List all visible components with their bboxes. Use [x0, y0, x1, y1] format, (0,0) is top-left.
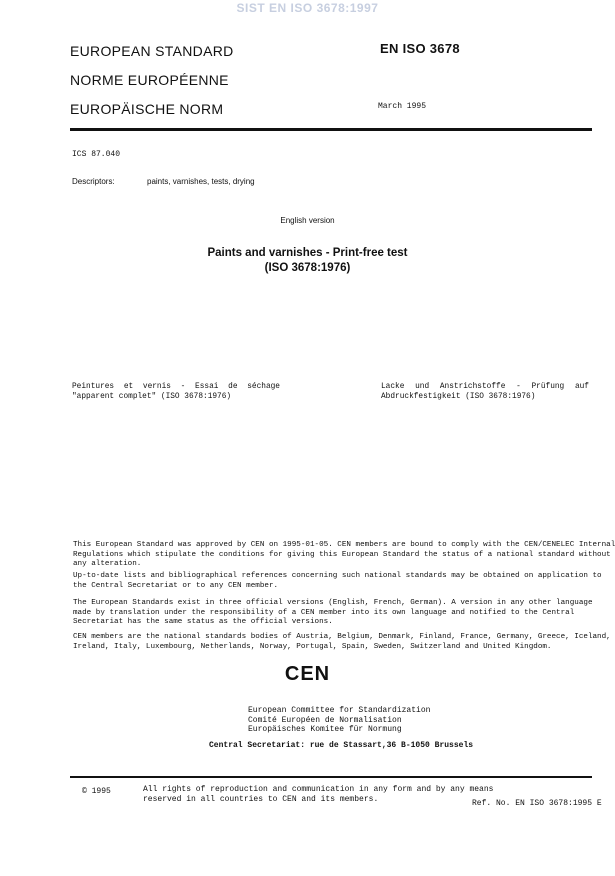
rights-line-2: reserved in all countries to CEN and its members. [143, 794, 379, 804]
footer-rule [70, 776, 592, 778]
document-title-iso: (ISO 3678:1976) [264, 262, 351, 274]
version-label: English version [280, 216, 335, 225]
cen-name-en: European Committee for Standardization [248, 706, 431, 715]
french-title [72, 383, 280, 402]
rights-notice [143, 785, 493, 804]
cen-names [248, 706, 430, 735]
french-title-line1: Peintures et vernis - Essai de séchage [72, 383, 280, 391]
references-line-1: Up-to-date lists and bibliographical references concerning such national standards may be obtained on application to [73, 572, 602, 580]
cen-name-de: Europäisches Komitee für Normung [248, 725, 402, 734]
copyright: © 1995 [82, 787, 111, 796]
reference-number: Ref. No. EN ISO 3678:1995 E [472, 799, 602, 808]
rights-line-1: All rights of reproduction and communication in any form and by any means [143, 785, 494, 794]
references-paragraph [73, 572, 602, 591]
central-secretariat: Central Secretariat: rue de Stassart,36 B-1050 Brussels [209, 741, 474, 750]
descriptors-label: Descriptors: [72, 177, 115, 186]
approval-paragraph [73, 541, 615, 570]
publication-date: March 1995 [378, 102, 427, 111]
german-title-line2: Abdruckfestigkeit (ISO 3678:1976) [381, 392, 536, 401]
ics-code: ICS 87.040 [72, 150, 121, 159]
standard-label-de: EUROPÄISCHE NORM [70, 101, 224, 117]
standard-number: EN ISO 3678 [380, 41, 460, 56]
standard-label-en: EUROPEAN STANDARD [70, 43, 234, 59]
versions-line-1: The European Standards exist in three official versions (English, French, German). A version in any other language [73, 599, 593, 607]
references-line-2: the Central Secretariat or to any CEN member. [73, 581, 279, 590]
german-title [381, 383, 589, 402]
approval-line-2: Regulations which stipulate the conditions for giving this European Standard the status of a national standard without [73, 550, 611, 559]
members-paragraph [73, 633, 611, 652]
versions-paragraph [73, 599, 591, 628]
french-title-line2: "apparent complet" (ISO 3678:1976) [72, 392, 232, 401]
approval-line-3: any alteration. [73, 560, 142, 569]
cen-name-fr: Comité Européen de Normalisation [248, 715, 402, 725]
versions-line-2: made by translation under the responsibility of a CEN member into its own language and notified to the Central [73, 608, 575, 617]
versions-line-3: Secretariat has the same status as the official versions. [73, 618, 333, 627]
descriptors-value: paints, varnishes, tests, drying [147, 177, 255, 186]
document-title: Paints and varnishes - Print-free test [207, 247, 408, 259]
standard-label-fr: NORME EUROPÉENNE [70, 72, 229, 88]
members-line-1: CEN members are the national standards bodies of Austria, Belgium, Denmark, Finland, France, Germany, Greece, Iceland, [73, 633, 611, 641]
german-title-line1: Lacke und Anstrichstoffe - Prüfung auf [381, 383, 589, 391]
header-rule [70, 128, 592, 131]
approval-line-1: This European Standard was approved by CEN on 1995-01-05. CEN members are bound to comply with the CEN/CENELEC Internal [73, 541, 615, 549]
members-line-2: Ireland, Italy, Luxembourg, Netherlands, Norway, Portugal, Spain, Sweden, Switzerland and United Kingdom. [73, 642, 552, 651]
watermark: SIST EN ISO 3678:1997 [236, 1, 379, 15]
cen-logo: CEN [284, 663, 331, 685]
